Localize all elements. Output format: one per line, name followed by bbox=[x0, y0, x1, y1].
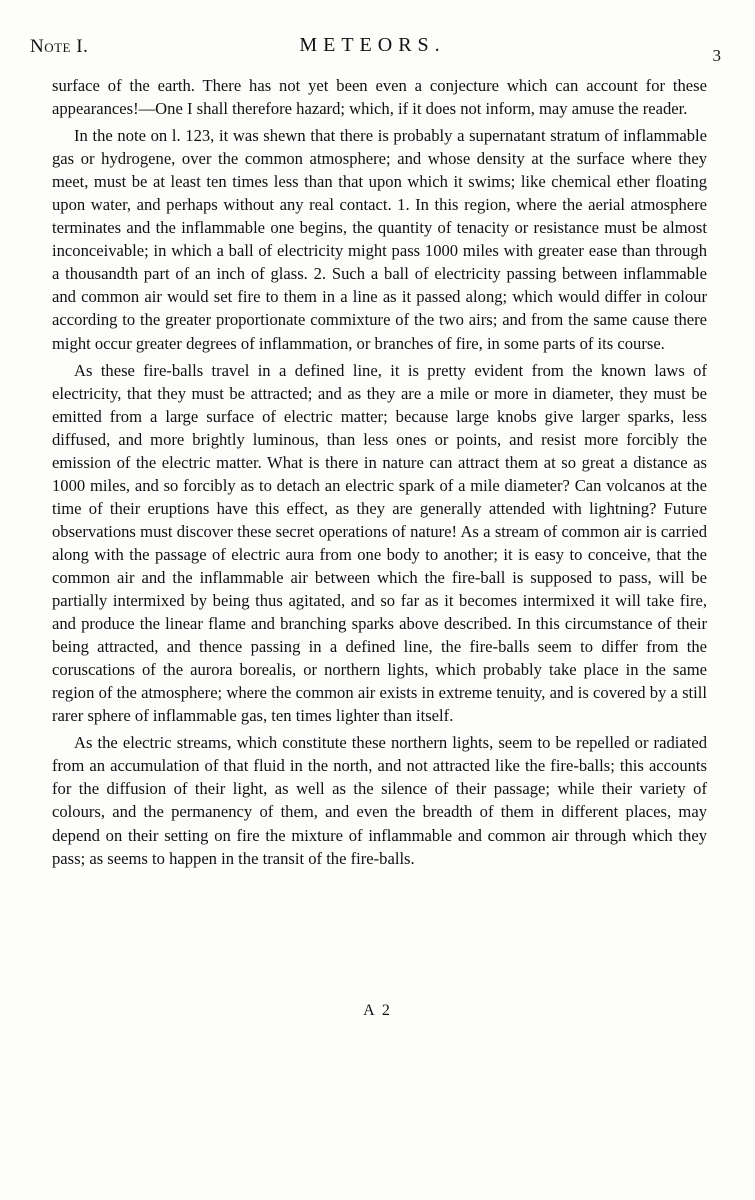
running-head bbox=[30, 34, 721, 65]
page-number: 3 bbox=[712, 46, 721, 65]
paragraph: As the electric streams, which constitute these northern lights, seem to be repelled or radiated from an accumulation of that fluid in the north, and not attracted like the fire-balls; this accounts for the diffusion of their light, as well as the silence of their passage; while their variety of colours, and the permanency of them, and even the breadth of them in different places, may depend on their setting on fire the mixture of inflammable and common air through which they pass; as seems to happen in the transit of the fire-balls. bbox=[52, 733, 707, 868]
paragraph: In the note on l. 123, it was shewn that there is probably a supernatant stratum of inflammable gas or hydrogene, over the common atmosphere; and whose density at the surface where they meet, must be at least ten times less than that upon which it swims; like chemical ether floating upon water, and perhaps without any real contact. 1. In this region, where the aerial atmosphere terminates and the inflammable one begins, the quantity of tenacity or resistance must be almost inconceivable; in which a ball of electricity might pass 1000 miles with greater ease than through a thousandth part of an inch of glass. 2. Such a ball of electricity passing between inflammable and common air would set fire to them in a line as it passed along; which would differ in colour according to the greater proportionate commixture of the two airs; and from the same cause there might occur greater degrees of inflammation, or branches of fire, in some parts of its course. bbox=[52, 126, 707, 353]
paragraph: surface of the earth. There has not yet been even a conjecture which can account for these appearances!—One I shall therefore hazard; which, if it does not inform, may amuse the reader. bbox=[52, 76, 707, 119]
paragraph: As these fire-balls travel in a defined line, it is pretty evident from the known laws of electricity, that they must be attracted; and as they are a mile or more in diameter, they must be emitted from a large surface of electric matter; because large knobs give larger sparks, less diffused, and more brightly luminous, than less ones or points, and resist more forcibly the emission of the electric matter. What is there in nature can attract them at so great a distance as 1000 miles, and so forcibly as to detach an electric spark of a mile diameter? Can volcanos at the time of their eruptions have this effect, as they are generally attended with lightning? Future observations must discover these secret operations of nature! As a stream of common air is carried along with the passage of electric aura from one body to another; it is easy to conceive, that the common air and the inflammable air between which the fire-ball is supposed to pass, will be partially intermixed by being thus agitated, and so far as it becomes intermixed it will take fire, and produce the linear flame and branching sparks above described. In this circumstance of their being attracted, and thence passing in a defined line, the fire-balls seem to differ from the coruscations of the aurora borealis, or northern lights, which probably take place in the same region of the atmosphere; where the common air exists in extreme tenuity, and is covered by a still rarer sphere of inflammable gas, ten times lighter than itself. bbox=[52, 360, 707, 726]
page-title: METEORS. bbox=[299, 34, 446, 56]
note-label: Note I. bbox=[30, 36, 89, 57]
body-text bbox=[52, 74, 707, 874]
signature-mark: A 2 bbox=[363, 1002, 392, 1019]
